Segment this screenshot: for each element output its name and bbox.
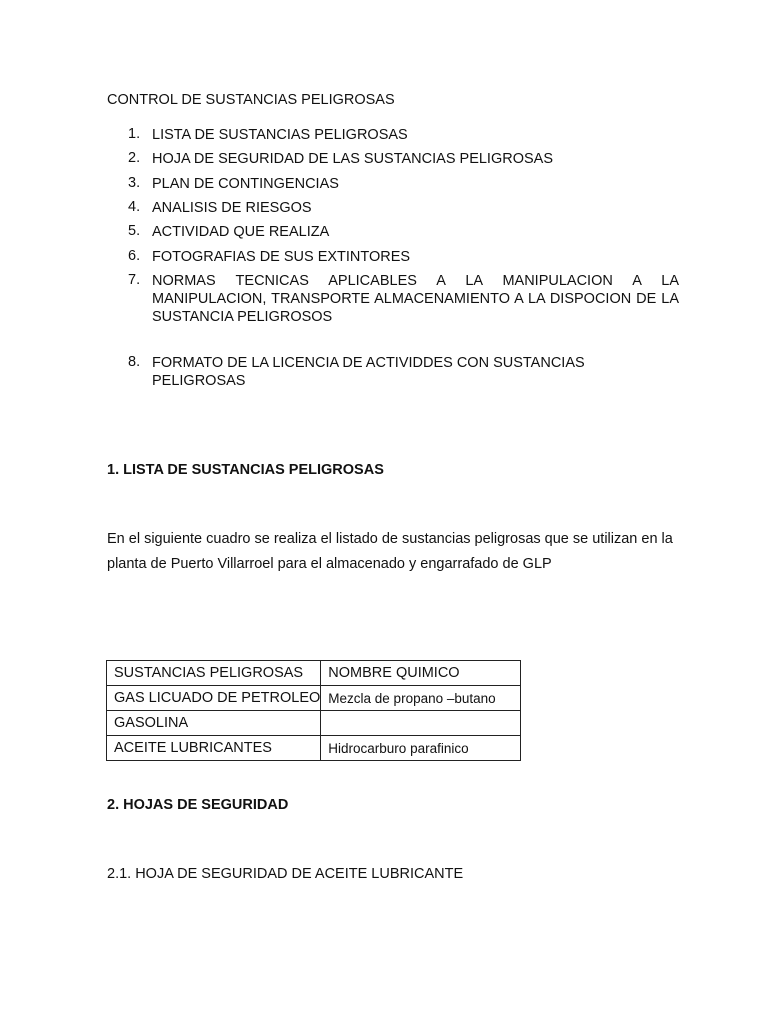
table-cell: Mezcla de propano –butano: [321, 686, 521, 711]
table-header-row: [107, 661, 521, 686]
table-row: [107, 711, 521, 736]
table-header-cell: NOMBRE QUIMICO: [321, 661, 521, 686]
table-cell: ACEITE LUBRICANTES: [107, 736, 321, 761]
table-cell: GAS LICUADO DE PETROLEO: [107, 686, 321, 711]
document-title: CONTROL DE SUSTANCIAS PELIGROSAS: [107, 92, 395, 108]
toc-item-text: FORMATO DE LA LICENCIA DE ACTIVIDDES CON SUSTANCIAS PELIGROSAS: [152, 355, 585, 389]
toc-item-text: ACTIVIDAD QUE REALIZA: [152, 224, 330, 240]
section-heading: 1. LISTA DE SUSTANCIAS PELIGROSAS: [107, 462, 384, 478]
toc-item-number: 6.: [128, 248, 141, 264]
section-heading: 2. HOJAS DE SEGURIDAD: [107, 797, 289, 813]
table-row: [107, 686, 521, 711]
toc-item-text: PLAN DE CONTINGENCIAS: [152, 176, 339, 192]
toc-item-number: 3.: [128, 175, 141, 191]
section-paragraph: En el siguiente cuadro se realiza el listado de sustancias peligrosas que se utilizan en la planta de Puerto Villarroel para el almacenado y engarrafado de GLP: [107, 531, 673, 572]
toc-item-text: HOJA DE SEGURIDAD DE LAS SUSTANCIAS PELIGROSAS: [152, 151, 554, 167]
toc-item-number: 8.: [128, 354, 141, 370]
table-cell: Hidrocarburo parafinico: [321, 736, 521, 761]
toc-item-number: 2.: [128, 150, 141, 166]
table-cell: [321, 711, 521, 736]
toc-item-text: LISTA DE SUSTANCIAS PELIGROSAS: [152, 127, 408, 143]
toc-item-number: 4.: [128, 199, 141, 215]
toc-item-text: ANALISIS DE RIESGOS: [152, 200, 312, 216]
toc-item-number: 7.: [128, 272, 141, 288]
toc-item-number: 1.: [128, 126, 141, 142]
toc-item-text: FOTOGRAFIAS DE SUS EXTINTORES: [152, 249, 411, 265]
toc-item-number: 5.: [128, 223, 141, 239]
table-cell: GASOLINA: [107, 711, 321, 736]
toc-item-text: NORMAS TECNICAS APLICABLES A LA MANIPULACION A LA MANIPULACION, TRANSPORTE ALMACENAMIENTO A LA DISPOCION DE LA SUSTANCIA PELIGROSOS: [152, 273, 679, 325]
substances-table: [106, 660, 521, 761]
subsection-heading: 2.1. HOJA DE SEGURIDAD DE ACEITE LUBRICANTE: [107, 866, 464, 882]
table-row: [107, 736, 521, 761]
table-header-cell: SUSTANCIAS PELIGROSAS: [107, 661, 321, 686]
